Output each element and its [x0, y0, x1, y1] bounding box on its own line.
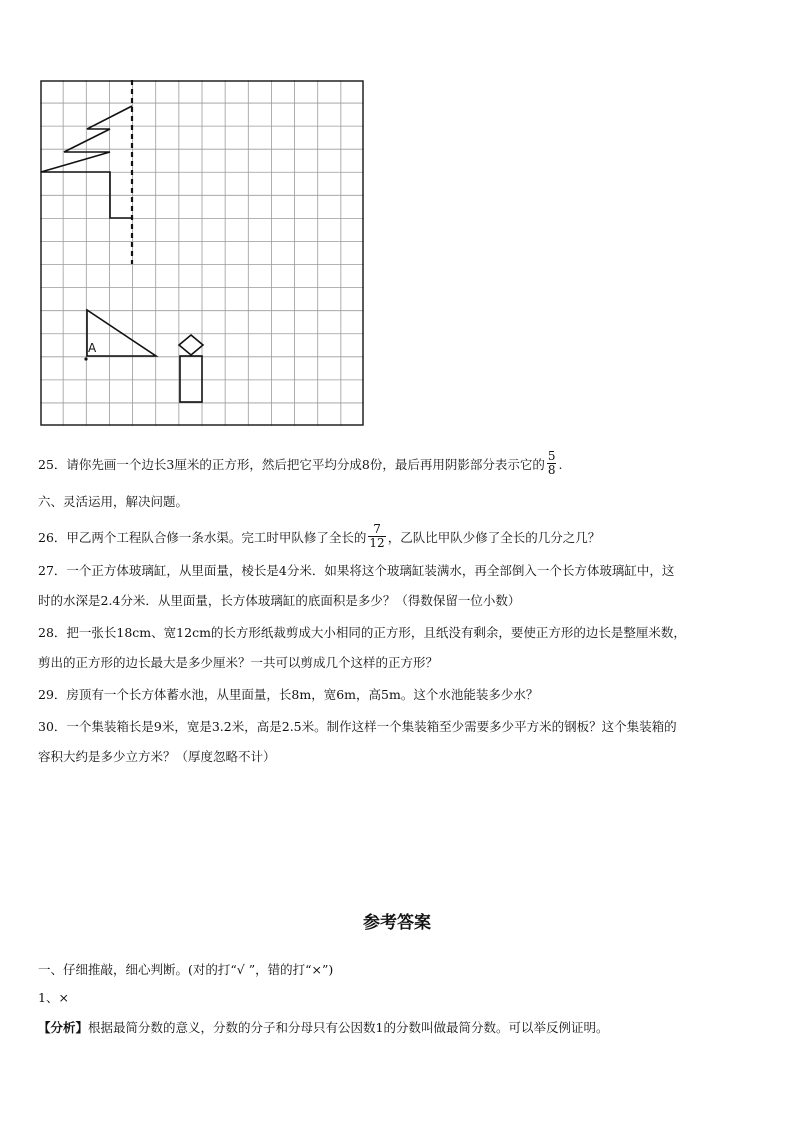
question-29: 29．房顶有一个长方体蓄水池，从里面量，长8m，宽6m，高5m。这个水池能装多少水？: [38, 687, 539, 702]
frac-den: 12: [369, 536, 385, 550]
label-a: A: [88, 341, 97, 355]
fraction-7-12: [368, 523, 385, 550]
q25-text: 25．请你先画一个边长3厘米的正方形，然后把它平均分成8份，最后再用阴影部分表示它的: [38, 457, 545, 472]
question-28-line2: 剪出的正方形的边长最大是多少厘米？一共可以剪成几个这样的正方形？: [38, 655, 439, 670]
rhombus-shape: [179, 335, 203, 355]
question-28-line1: 28．把一张长18cm、宽12cm的长方形纸裁剪成大小相同的正方形，且纸没有剩余，要使正方形的边长是整厘米数，: [38, 625, 686, 640]
rectangle-shape: [180, 356, 202, 402]
question-30-line2: 容积大约是多少立方米？（厚度忽略不计）: [38, 749, 276, 764]
answer-item-1: 1、×: [38, 990, 69, 1005]
section-6-heading: 六、灵活运用，解决问题。: [38, 494, 189, 509]
answer-analysis: [38, 1020, 608, 1036]
answers-title: 参考答案: [363, 913, 431, 933]
fraction-5-8: [547, 450, 557, 477]
q25-text-end: .: [558, 457, 563, 472]
frac-num: 5: [547, 449, 556, 463]
triangle-shape: [87, 310, 156, 356]
question-30-line1: 30．一个集装箱长是9米，宽是3.2米，高是2.5米。制作这样一个集装箱至少需要多少平方米的钢板？这个集装箱的: [38, 719, 677, 734]
question-25: [38, 449, 563, 479]
frac-den: 8: [547, 463, 556, 477]
question-27-line2: 时的水深是2.4分米．从里面量，长方体玻璃缸的底面积是多少？（得数保留一位小数）: [38, 593, 521, 608]
analysis-text: 根据最简分数的意义，分数的分子和分母只有公因数1的分数叫做最简分数。可以举反例证明。: [88, 1020, 609, 1035]
question-27-line1: 27．一个正方体玻璃缸，从里面量，棱长是4分米．如果将这个玻璃缸装满水，再全部倒入一个长方体玻璃缸中，这: [38, 563, 675, 578]
frac-num: 7: [368, 523, 385, 537]
point-a-dot: [84, 357, 87, 360]
q26-text-end: ，乙队比甲队少修了全长的几分之几？: [387, 530, 601, 545]
analysis-tag: 【分析】: [38, 1020, 89, 1035]
grid-figure: [40, 80, 364, 426]
q26-text: 26．甲乙两个工程队合修一条水渠。完工时甲队修了全长的: [38, 530, 367, 545]
question-26: [38, 522, 601, 552]
answers-section-1: 一、仔细推敲，细心判断。(对的打“√ ”，错的打“×”): [38, 962, 334, 977]
